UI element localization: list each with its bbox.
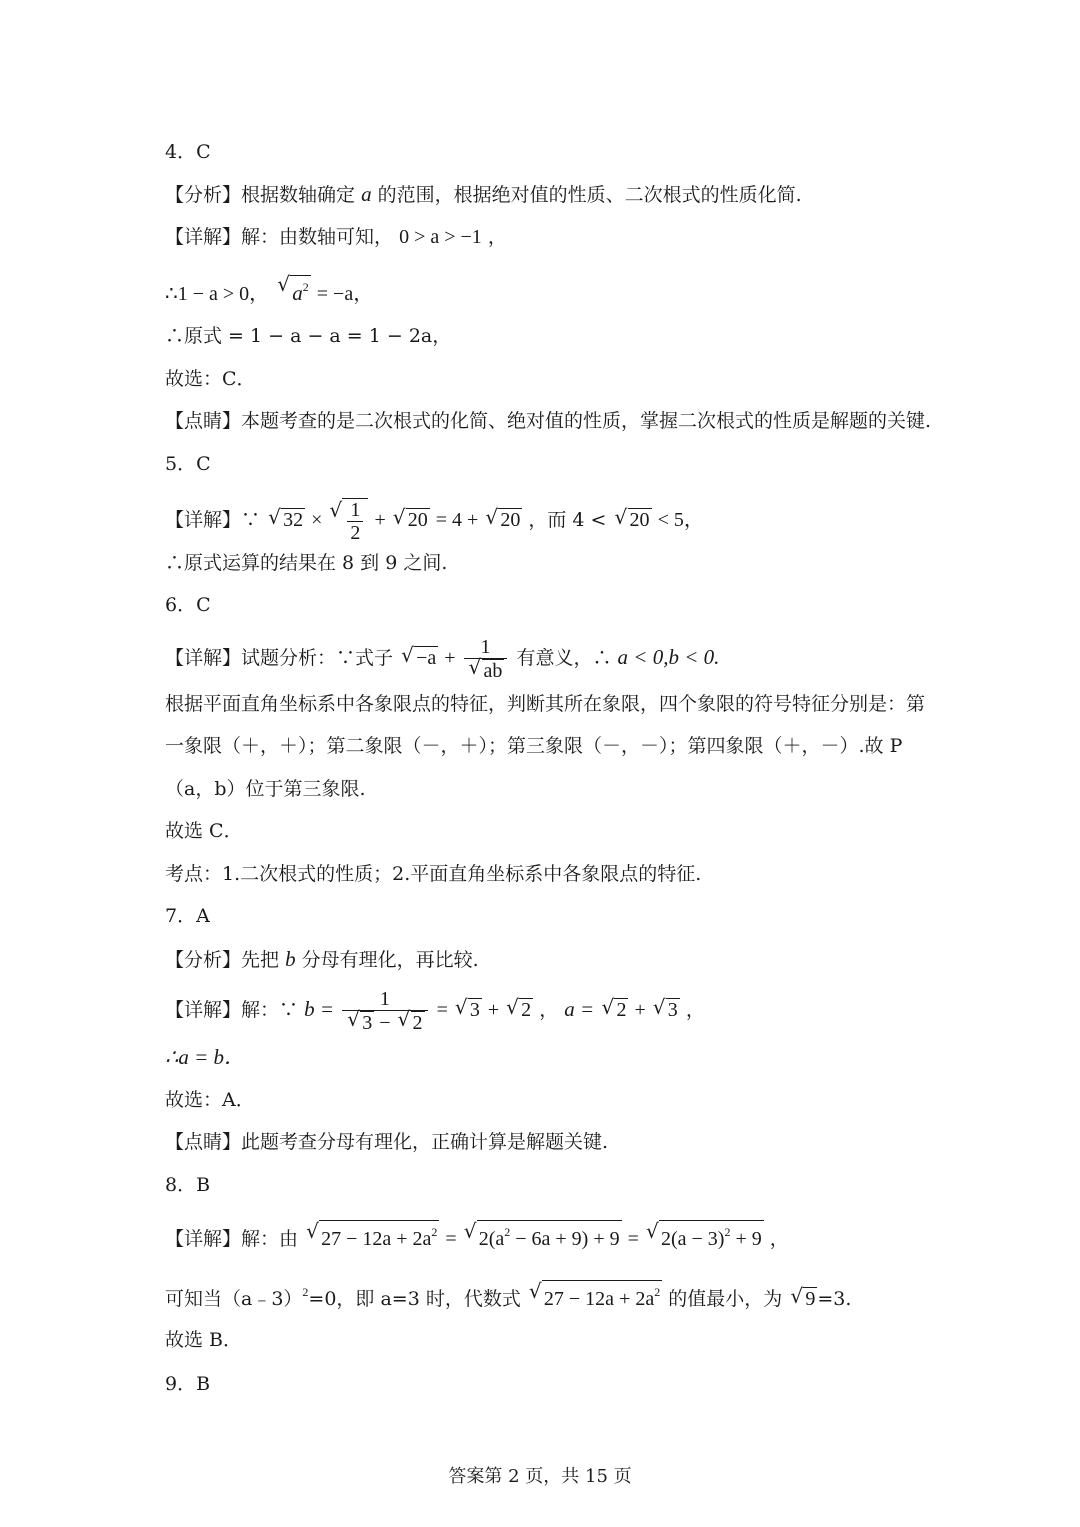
q5-frac-num: √ 1 xyxy=(347,499,363,522)
q4-answer: 4．C xyxy=(165,141,211,163)
q7-r3: 3 xyxy=(469,999,480,1021)
q7-den-r2: 2 xyxy=(412,1012,423,1034)
q8-answer: 8．B xyxy=(165,1174,211,1196)
q6-detail xyxy=(165,636,719,682)
q7-frac-num: 1 xyxy=(342,988,427,1011)
q8-line2-rad: 27 − 12a + 2a xyxy=(543,1288,655,1310)
q8-sqrt-3 xyxy=(646,1220,764,1253)
q6-frac-num: 1 xyxy=(464,636,508,659)
q7-plus2: + xyxy=(634,999,651,1021)
q7-eq: = xyxy=(436,999,453,1021)
q7-answer: 7．A xyxy=(165,905,210,927)
q4-choice: 故选：C． xyxy=(165,368,256,390)
q7-concl-text: ∴a = b． xyxy=(165,1045,246,1069)
q7-analysis xyxy=(165,947,479,972)
q6-para3: （a，b）位于第三象限. xyxy=(165,778,366,800)
q7-den-minus: − xyxy=(374,1012,396,1034)
q8-sqrt-2 xyxy=(464,1220,622,1253)
q7-den-r3: 3 xyxy=(362,1012,373,1034)
q7-detail xyxy=(165,988,705,1034)
q8-choice: 故选 B． xyxy=(165,1329,243,1351)
q8-detail-text: 【详解】解：由 xyxy=(165,1228,299,1250)
q5-frac-den: 2 xyxy=(350,522,361,544)
q9-answer: 9．B xyxy=(165,1373,211,1395)
q8-line2-sqrt xyxy=(529,1280,662,1313)
q8-line2-a: 可知当（a﹣3） xyxy=(165,1288,303,1310)
q5-sqrt-20b xyxy=(485,505,522,535)
q8-line2-b: =0，即 a=3 时，代数式 xyxy=(308,1288,521,1310)
q6-detail-text-b: 有意义，∴ xyxy=(516,647,612,669)
q7-detail-text: 【详解】解：∵ xyxy=(165,999,299,1021)
q8-line2-rad-sup: 2 xyxy=(654,1285,661,1299)
q7-plus: + xyxy=(487,999,505,1021)
q6-detail-text-a: 【详解】试题分析：∵式子 xyxy=(165,647,394,669)
page-footer: 答案第 2 页，共 15 页 xyxy=(448,1466,632,1487)
q8-line2-sqrt9 xyxy=(790,1285,817,1313)
q4-step1-a: ∴1 − a > 0， xyxy=(165,283,270,305)
q5-mid: ，而 4 < xyxy=(528,509,613,531)
q6-plus: + xyxy=(444,647,461,669)
q8-rad1: 27 − 12a + 2a xyxy=(321,1228,432,1250)
q5-tail: < 5， xyxy=(657,509,704,531)
q7-comment: 【点睛】此题考查分母有理化，正确计算是解题关键. xyxy=(165,1131,609,1153)
q6-sqrt-neg-a xyxy=(401,641,438,675)
q8-line2-d: =3. xyxy=(817,1288,852,1310)
q8-line2-r9: 9 xyxy=(805,1288,816,1310)
q7-frac xyxy=(342,988,427,1034)
q6-choice: 故选 C． xyxy=(165,820,243,842)
q5-detail-text: 【详解】∵ xyxy=(165,509,261,531)
q8-rad2a: 2(a xyxy=(478,1228,505,1250)
q8-eq2: = xyxy=(627,1228,644,1250)
q4-analysis-var: a xyxy=(361,182,372,206)
q5-sqrt-20 xyxy=(393,505,430,535)
q8-line2-sup: 2 xyxy=(302,1285,309,1299)
q6-r-neg-a: −a xyxy=(416,647,437,669)
q6-frac-den-rad: ab xyxy=(483,660,503,682)
q8-end: ， xyxy=(769,1228,789,1250)
q5-answer: 5．C xyxy=(165,453,211,475)
q4-analysis xyxy=(165,182,802,207)
q8-sup1: 2 xyxy=(431,1225,438,1239)
q5-result: ∴原式运算的结果在 8 到 9 之间. xyxy=(165,552,448,574)
q5-sqrt-frac xyxy=(329,498,368,544)
q7-end: ， xyxy=(685,999,705,1021)
q7-concl xyxy=(165,1045,245,1070)
q4-detail-end: ， xyxy=(487,226,507,248)
q7-analysis-text-b: 分母有理化，再比较. xyxy=(301,949,479,971)
q5-r20b: 20 xyxy=(500,509,521,531)
q5-times: × xyxy=(311,509,328,531)
q5-detail xyxy=(165,498,704,544)
q8-sup3: 2 xyxy=(724,1225,731,1239)
q4-step1-sup: 2 xyxy=(302,280,309,294)
q8-line2 xyxy=(165,1278,851,1313)
q7-frac-den xyxy=(342,1011,427,1034)
q7-r3b: 3 xyxy=(667,999,678,1021)
q7-a-eq: a = xyxy=(564,997,600,1021)
q7-b-eq: b = xyxy=(304,997,340,1021)
q5-sqrt-20c xyxy=(615,505,652,535)
q7-analysis-text-a: 【分析】先把 xyxy=(165,949,280,971)
q8-rad2b: − 6a + 9) + 9 xyxy=(510,1228,620,1250)
q6-frac-den-sqrt xyxy=(469,659,505,682)
q5-r20: 20 xyxy=(407,509,428,531)
q5-r20c: 20 xyxy=(629,509,650,531)
q4-comment: 【点睛】本题考查的是二次根式的化简、绝对值的性质，掌握二次根式的性质是解题的关键. xyxy=(165,410,932,432)
q4-detail xyxy=(165,225,507,249)
q4-detail-expr: 0 > a > −1 xyxy=(399,226,482,248)
q8-sqrt-1 xyxy=(306,1220,439,1253)
q8-line2-c: 的值最小，为 xyxy=(668,1288,783,1310)
q4-step1-sqrt xyxy=(277,275,311,306)
q7-choice: 故选：A． xyxy=(165,1089,255,1111)
q4-step1-b: = −a， xyxy=(316,283,374,305)
q7-sep: ， xyxy=(539,999,559,1021)
q5-eq: = 4 + xyxy=(435,509,484,531)
q7-r2: 2 xyxy=(521,999,532,1021)
q6-para1: 根据平面直角坐标系中各象限点的特征，判断其所在象限，四个象限的符号特征分别是：第 xyxy=(165,693,926,715)
q5-frac xyxy=(347,499,363,544)
q6-cond: a < 0,b < 0. xyxy=(617,645,720,669)
q8-detail xyxy=(165,1220,789,1253)
q5-r32: 32 xyxy=(283,509,304,531)
q6-frac xyxy=(464,636,508,682)
q4-step2: ∴原式 = 1 − a − a = 1 − 2a， xyxy=(165,325,452,347)
q4-analysis-text-a: 【分析】根据数轴确定 xyxy=(165,184,356,206)
q4-step1-rad: a xyxy=(292,281,303,305)
q6-kaodian: 考点：1.二次根式的性质；2.平面直角坐标系中各象限点的特征. xyxy=(165,863,702,885)
q7-analysis-var: b xyxy=(285,947,296,971)
q4-step1 xyxy=(165,275,373,306)
q8-rad3a: 2(a − 3) xyxy=(660,1228,725,1250)
q5-sqrt-32 xyxy=(268,505,305,535)
q8-eq1: = xyxy=(445,1228,462,1250)
q4-detail-text: 【详解】解：由数轴可知， xyxy=(165,226,394,248)
q8-sup2: 2 xyxy=(504,1225,511,1239)
q4-analysis-text-b: 的范围，根据绝对值的性质、二次根式的性质化简. xyxy=(377,184,802,206)
q8-rad3b: + 9 xyxy=(730,1228,762,1250)
q6-para2: 一象限（＋，＋）；第二象限（－，＋）；第三象限（－，－）；第四象限（＋，－）.故 P xyxy=(165,735,903,757)
q5-plus: + xyxy=(374,509,391,531)
q6-answer: 6．C xyxy=(165,594,211,616)
q7-r2b: 2 xyxy=(616,999,627,1021)
